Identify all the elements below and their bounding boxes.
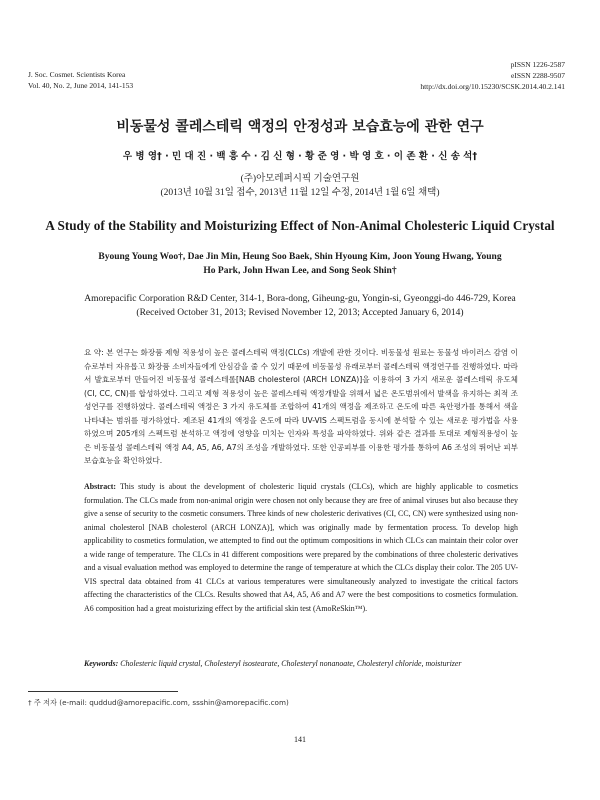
english-affiliation: Amorepacific Corporation R&D Center, 314-1, Bora-dong, Giheung-gu, Yongin-si, Gyeonggi-do 446-729, Korea bbox=[84, 294, 516, 304]
korean-dates: (2013년 10월 31일 접수, 2013년 11월 12일 수정, 2014년 1월 6일 채택) bbox=[160, 188, 440, 198]
abstract-text: This study is about the development of cholesteric liquid crystals (CLCs), which are highly applicable to cosmetics formulation. The CLCs made from non-animal origin were chosen not only because they are free of animal viruses but also because they give a sense of security to the cosmetic consumers. Three kinds of new cholesteric derivatives (CI, CC, CN) were synthesized using non-animal cholesterol [NAB cholesterol (ARCH LONZA)], which was originally made by fermentation process. To develop high applicability to cosmetics formulation, we attempted to find out the optimum compositions in which CLCs can maintain their color over a wide range of temperature. The CLCs in 41 different compositions were prepared by the combinations of three cholesteric derivatives and a visual evaluation method was employed to determine the range of temperature at which the CLCs display their color. The 205 UV-VIS spectral data obtained from 41 CLCs at various temperatures were simultaneously analyzed to investigate the critical factors affecting the characteristics of the CLCs. Results showed that A4, A5, A6 and A7 were the best compositions to cosmetics formulation. A6 composition had a great moisturizing effect by the artificial skin test (AmoReSkin™). bbox=[84, 482, 518, 613]
english-affiliation-block bbox=[0, 292, 600, 320]
english-title: A Study of the Stability and Moisturizing Effect of Non-Animal Cholesteric Liquid Crystal bbox=[45, 218, 555, 233]
korean-affiliation: (주)아모레퍼시픽 기술연구원 bbox=[240, 174, 360, 184]
korean-title: 비동물성 콜레스테릭 액정의 안정성과 보습효능에 관한 연구 bbox=[116, 119, 484, 135]
abstract-label: Abstract: bbox=[84, 482, 116, 491]
doi-link[interactable]: http://dx.doi.org/10.15230/SCSK.2014.40.2.141 bbox=[420, 82, 565, 91]
english-dates: (Received October 31, 2013; Revised November 12, 2013; Accepted January 6, 2014) bbox=[136, 308, 464, 318]
journal-header-right bbox=[420, 59, 565, 92]
eissn: eISSN 2288-9507 bbox=[511, 71, 565, 80]
journal-header-left bbox=[28, 69, 133, 91]
korean-abstract: 요 약: 본 연구는 화장품 제형 적용성이 높은 콜레스테릭 액정(CLCs) 개발에 관한 것이다. 비동물성 원료는 동물성 바이러스 감염 이슈로부터 자유롭고 화장품 소비자들에게 안심감을 줄 수 있기 때문에 비동물성 유래로부터 콜레스테릭 액정연구를 진행하였다. 따라서 발효로부터 만들어진 비동물성 콜레스테롤[NAB cholesterol (ARCH LONZA)]을 이용하여 3 가지 새로운 콜레스테릭 유도체(CI, CC, CN)를 합성하였다. 그리고 제형 적용성이 높은 콜레스테릭 액정개발을 위해서 넓은 온도범위에서 발색을 유지하는 최적 조성연구를 진행하였다. 콜레스테릭 액정은 3 가지 유도체를 조합하여 41개의 액정을 제조하고 온도에 따른 육안평가를 통해서 색을 나타내는 범위를 평가하였다. 제조된 41개의 액정을 온도에 따라 UV-VIS 스펙트럼을 동시에 분석할 수 있는 새로운 평가법을 사용하였으며 205개의 스펙트럼 분석하고 액정에 영향을 미치는 인자와 특성을 파악하였다. 위와 같은 결과를 토대로 제형적용성이 높은 비동물성 콜레스테릭 액정 A4, A5, A6, A7의 조성을 개발하였다. 또한 인공피부를 이용한 평가를 통하여 A6 조성의 뛰어난 피부 보습효능을 확인하였다. bbox=[84, 348, 518, 465]
english-abstract bbox=[84, 480, 518, 615]
korean-authors: 우 병 영† · 민 대 진 · 백 흥 수 · 김 신 형 · 황 준 영 · 박 영 호 · 이 존 환 · 신 송 석† bbox=[122, 151, 478, 162]
footnote: † 주 저자 (e-mail: quddud@amorepacific.com, ssshin@amorepacific.com) bbox=[28, 698, 289, 707]
keywords bbox=[84, 659, 518, 668]
keywords-label: Keywords: bbox=[84, 659, 119, 668]
english-authors: Byoung Young Woo†, Dae Jin Min, Heung Soo Baek, Shin Hyoung Kim, Joon Young Hwang, Young Ho Park, John Hwan Lee, and Song Seok Shin† bbox=[98, 252, 502, 276]
page-number: 141 bbox=[294, 735, 306, 744]
footnote-divider bbox=[28, 691, 178, 692]
keywords-text: Cholesteric liquid crystal, Cholesteryl isostearate, Cholesteryl nonanoate, Cholesteryl chloride, moisturizer bbox=[120, 659, 462, 668]
journal-name: J. Soc. Cosmet. Scientists Korea bbox=[28, 70, 126, 79]
pissn: pISSN 1226-2587 bbox=[510, 60, 565, 69]
journal-volume: Vol. 40, No. 2, June 2014, 141-153 bbox=[28, 81, 134, 90]
